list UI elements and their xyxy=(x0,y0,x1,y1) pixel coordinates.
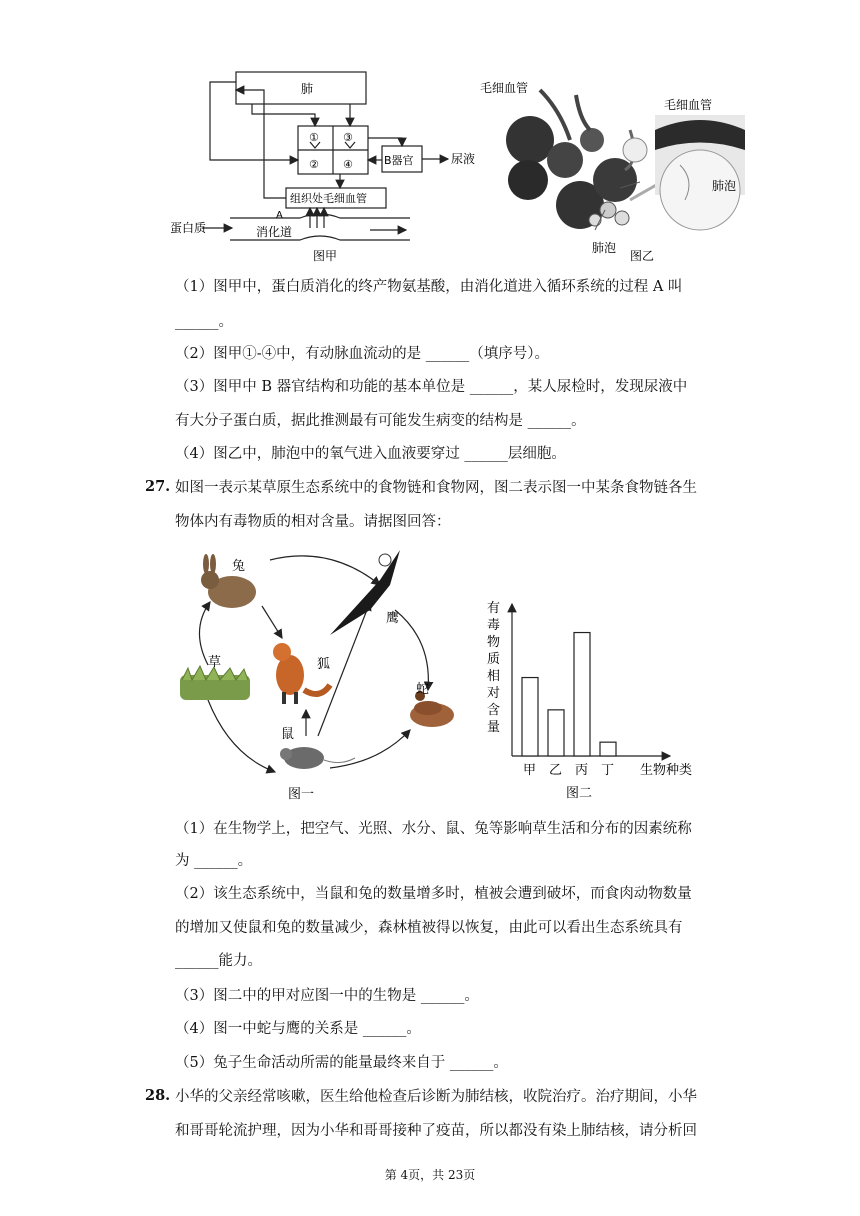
y-label-char: 量 xyxy=(487,720,501,735)
cell-2: ② xyxy=(309,158,319,171)
y-label-char: 相 xyxy=(487,669,501,684)
bar-丙 xyxy=(574,633,590,756)
cell-3: ③ xyxy=(343,131,353,144)
q27-part2-cont2: ______能力。 xyxy=(175,953,262,969)
figure-1-caption: 图一 xyxy=(288,787,315,802)
alveoli-cluster xyxy=(506,90,647,229)
protein-label: 蛋白质 xyxy=(170,221,207,235)
q27-part5: （5）兔子生命活动所需的能量最终来自于 ______。 xyxy=(175,1055,508,1071)
grass-label: 草 xyxy=(208,655,222,670)
rabbit-illustration xyxy=(201,554,256,608)
mouse-label: 鼠 xyxy=(281,727,295,742)
q26-part2: （2）图甲①-④中，有动脉血流动的是 ______（填序号）。 xyxy=(175,346,549,362)
y-label-char: 毒 xyxy=(487,618,501,633)
q28-number: 28. xyxy=(145,1087,171,1104)
q27-part1: （1）在生物学上，把空气、光照、水分、鼠、兔等影响草生活和分布的因素统称 xyxy=(175,821,692,837)
y-label-char: 含 xyxy=(487,703,501,718)
capillary-label-1: 毛细血管 xyxy=(480,81,529,95)
y-label-char: 物 xyxy=(487,635,501,650)
fox-label: 狐 xyxy=(317,657,331,672)
bar-甲 xyxy=(522,678,538,756)
q27-part1-cont: 为 ______。 xyxy=(175,853,253,869)
figure-yi xyxy=(480,70,750,270)
q26-part1-blank: ______。 xyxy=(175,314,233,330)
q26-part1: （1）图甲中，蛋白质消化的终产物氨基酸，由消化道进入循环系统的过程 A 叫 xyxy=(175,279,683,295)
process-a-label: A xyxy=(276,210,283,221)
alveolus-label-1: 肺泡 xyxy=(592,241,617,255)
y-label-char: 对 xyxy=(487,686,501,701)
snake-label: 蛇 xyxy=(416,682,430,697)
page-footer: 第 4页，共 23页 xyxy=(384,1168,476,1182)
q28-stem-1: 小华的父亲经常咳嗽，医生给他检查后诊断为肺结核，收院治疗。治疗期间，小华 xyxy=(175,1089,697,1105)
grass-illustration xyxy=(180,666,250,700)
urine-label: 尿液 xyxy=(451,152,476,166)
bar-丁 xyxy=(600,742,616,756)
figure-jia-caption: 图甲 xyxy=(313,249,338,263)
y-label-char: 有 xyxy=(487,601,501,616)
cell-4: ④ xyxy=(343,158,353,171)
y-label-char: 质 xyxy=(487,652,501,667)
x-tick-label: 甲 xyxy=(523,763,537,778)
alveolus-label-2: 肺泡 xyxy=(712,179,737,193)
x-axis-label: 生物种类 xyxy=(640,763,693,778)
q27-stem-2: 物体内有毒物质的相对含量。请据图回答： xyxy=(175,514,451,530)
q27-stem-1: 如图一表示某草原生态系统中的食物链和食物网，图二表示图一中某条食物链各生 xyxy=(175,480,697,496)
organ-b-label: B器官 xyxy=(384,154,414,167)
capillary-label-2: 毛细血管 xyxy=(664,98,713,112)
x-tick-label: 乙 xyxy=(549,763,563,778)
q27-part3: （3）图二中的甲对应图一中的生物是 ______。 xyxy=(175,988,479,1004)
figure-2-caption: 图二 xyxy=(566,786,593,801)
figure-jia xyxy=(170,60,500,270)
q26-part3: （3）图甲中 B 器官结构和功能的基本单位是 ______，某人尿检时，发现尿液中 xyxy=(175,379,688,395)
bar-乙 xyxy=(548,710,564,756)
lung-label: 肺 xyxy=(301,82,314,96)
eagle-label: 鹰 xyxy=(386,611,400,626)
food-web-figure xyxy=(170,540,460,810)
q27-part2-cont1: 的增加又使鼠和兔的数量减少，森林植被得以恢复，由此可以看出生态系统具有 xyxy=(175,920,683,936)
x-tick-label: 丁 xyxy=(601,763,615,778)
q27-number: 27. xyxy=(145,478,171,495)
alveolus-closeup xyxy=(655,115,745,230)
q28-stem-2: 和哥哥轮流护理，因为小华和哥哥接种了疫苗，所以都没有染上肺结核，请分析回 xyxy=(175,1123,697,1139)
cell-1: ① xyxy=(309,131,319,144)
q27-part4: （4）图一中蛇与鹰的关系是 ______。 xyxy=(175,1021,421,1037)
q27-part2: （2）该生态系统中，当鼠和兔的数量增多时，植被会遭到破坏，而食肉动物数量 xyxy=(175,886,692,902)
capillary-label: 组织处毛细血管 xyxy=(290,192,367,205)
q26-part4: （4）图乙中，肺泡中的氧气进入血液要穿过 ______层细胞。 xyxy=(175,446,566,462)
digestive-tract-label: 消化道 xyxy=(256,225,293,239)
fox-illustration xyxy=(273,643,330,704)
q26-part3-cont: 有大分子蛋白质，据此推测最有可能发生病变的结构是 ______。 xyxy=(175,413,586,429)
rabbit-label: 兔 xyxy=(232,559,246,574)
toxin-bar-chart xyxy=(480,596,710,806)
figure-yi-caption: 图乙 xyxy=(630,249,655,263)
x-tick-label: 丙 xyxy=(575,763,589,778)
y-axis-label xyxy=(487,601,500,735)
